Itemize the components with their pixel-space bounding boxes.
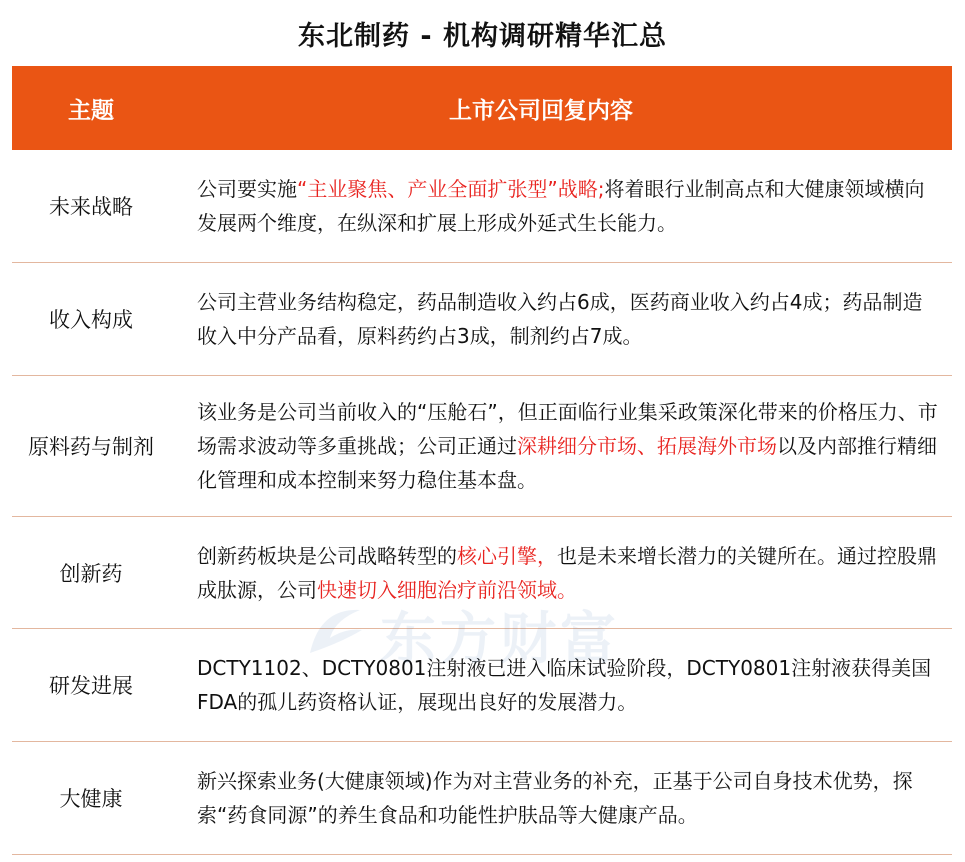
- content-text: 将着眼行业制高点和大健康领域横向发展两个维度，在纵深和扩展上形成外延式生长能力。: [197, 177, 925, 235]
- content-text: 新兴探索业务(大健康领域)作为对主营业务的补充，正基于公司自身技术优势，探索“药食同源”的养生食品和功能性护肤品等大健康产品。: [197, 769, 913, 827]
- row-topic: 原料药与制剂: [28, 435, 154, 459]
- content-text: 该业务是公司当前收入的“压舱石”，但正面临行业集采政策深化带来的价格压力、市场需求波动等多重挑战；公司正通过: [197, 400, 938, 458]
- content-text: 也是未来增长潜力的关键所在。通过控股鼎成肽源，公司: [197, 543, 937, 602]
- watermark-text: 东方财富: [380, 607, 620, 672]
- row-topic: 研发进展: [49, 674, 133, 698]
- highlight-text: “主业聚焦、产业全面扩张型”战略;: [297, 177, 605, 201]
- content-text: 公司主营业务结构稳定，药品制造收入约占6成，医药商业收入约占4成；药品制造收入中分产品看，原料药约占3成，制剂约占7成。: [197, 290, 923, 348]
- row-content: [170, 764, 952, 832]
- row-topic: 收入构成: [49, 308, 133, 332]
- research-summary-table: [12, 66, 952, 855]
- table-row-revenue: [12, 263, 952, 376]
- row-content: [170, 172, 952, 240]
- row-topic: 大健康: [59, 787, 123, 811]
- row-content: [170, 539, 952, 607]
- row-content: [170, 285, 952, 353]
- highlight-text: 快速切入细胞治疗前沿领域。: [317, 577, 577, 602]
- content-text: 以及内部推行精细化管理和成本控制来努力稳住基本盘。: [197, 434, 937, 492]
- content-text: DCTY1102、DCTY0801注射液已进入临床试验阶段，DCTY0801注射液获得美国FDA的孤儿药资格认证，展现出良好的发展潜力。: [197, 656, 932, 714]
- header-content: 上市公司回复内容: [449, 97, 633, 124]
- highlight-text: 深耕细分市场、拓展海外市场: [517, 434, 777, 458]
- row-content: [170, 395, 952, 497]
- header-topic: 主题: [68, 97, 114, 124]
- table-header: [12, 66, 952, 150]
- page-title: 东北制药 - 机构调研精华汇总: [297, 21, 667, 52]
- content-text: 公司要实施: [197, 177, 297, 201]
- highlight-text: 核心引擎，: [457, 543, 557, 568]
- row-topic: 未来战略: [49, 195, 133, 219]
- table-row-rnd-progress: [12, 629, 952, 742]
- table-row-api-formulation: [12, 376, 952, 517]
- row-content: [170, 651, 952, 719]
- row-topic: 创新药: [59, 561, 123, 586]
- table-row-big-health: [12, 742, 952, 855]
- table-row-innovative-drug: [12, 517, 952, 629]
- table-row-strategy: [12, 150, 952, 263]
- content-text: 创新药板块是公司战略转型的: [197, 543, 457, 568]
